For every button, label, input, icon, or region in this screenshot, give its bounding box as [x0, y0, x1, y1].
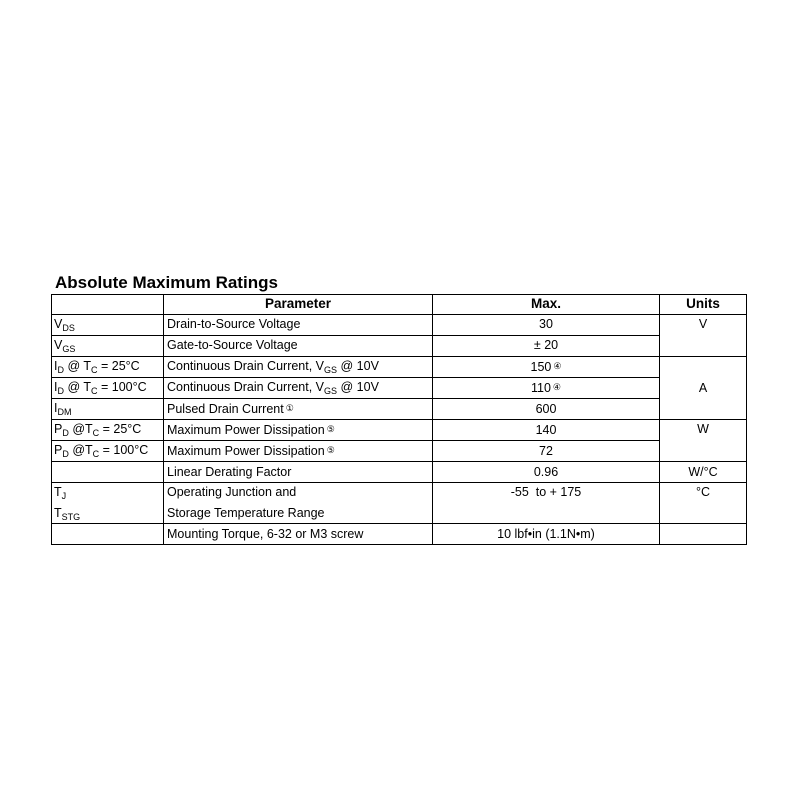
units-cell: [660, 441, 747, 462]
table-row: [52, 524, 747, 545]
parameter-cell: Continuous Drain Current, $V_{GS}$ @ 10V: [164, 357, 433, 378]
max-cell: 10 lbf•in (1.1N•m): [433, 524, 660, 545]
symbol-cell: $V_{GS}$: [52, 336, 164, 357]
parameter-cell: Linear Derating Factor: [164, 462, 433, 483]
parameter-cell: Operating Junction and Storage Temperature Range: [164, 483, 433, 524]
footnote-marker: ⑤: [326, 445, 335, 455]
table-row: [52, 315, 747, 336]
symbol-cell: $I_D$ @ $T_C = 100^\circ C$: [52, 378, 164, 399]
max-cell: 0.96: [433, 462, 660, 483]
parameter-cell: Continuous Drain Current, $V_{GS}$ @ 10V: [164, 378, 433, 399]
table-row: [52, 378, 747, 399]
table-row: [52, 336, 747, 357]
symbol-cell: [52, 524, 164, 545]
symbol-cell: $P_D$ $@T_C = 100^\circ C$: [52, 441, 164, 462]
footnote-marker: ④: [553, 361, 562, 371]
max-cell: -55 to + 175: [433, 483, 660, 524]
table-row: [52, 441, 747, 462]
parameter-cell: Maximum Power Dissipation ⑤: [164, 441, 433, 462]
max-cell: 150 ④: [433, 357, 660, 378]
symbol-cell: $P_D$ $@T_C = 25^\circ C$: [52, 420, 164, 441]
max-cell: 72: [433, 441, 660, 462]
max-cell: 110 ④: [433, 378, 660, 399]
units-cell: [660, 524, 747, 545]
symbol-cell: $I_{DM}$: [52, 399, 164, 420]
max-cell: 140: [433, 420, 660, 441]
max-cell: 30: [433, 315, 660, 336]
units-cell: [660, 336, 747, 357]
table-row: [52, 420, 747, 441]
table-row: [52, 462, 747, 483]
footnote-marker: ⑤: [326, 424, 335, 434]
footnote-marker: ④: [552, 382, 561, 392]
units-cell: W: [660, 420, 747, 441]
symbol-cell: $V_{DS}$: [52, 315, 164, 336]
parameter-cell: Gate-to-Source Voltage: [164, 336, 433, 357]
max-header: Max.: [433, 295, 660, 315]
parameter-cell: Drain-to-Source Voltage: [164, 315, 433, 336]
parameter-cell: Pulsed Drain Current ①: [164, 399, 433, 420]
symbol-cell: $T_J$ $T_{STG}$: [52, 483, 164, 524]
parameter-header: Parameter: [164, 295, 433, 315]
units-cell: V: [660, 315, 747, 336]
symbol-header: [52, 295, 164, 315]
symbol-cell: $I_D$ @ $T_C = 25^\circ C$: [52, 357, 164, 378]
units-cell: W/°C: [660, 462, 747, 483]
header-row: [52, 295, 747, 315]
table-title: Absolute Maximum Ratings: [55, 273, 278, 292]
units-cell: A: [660, 357, 747, 420]
table-row: [52, 399, 747, 420]
footnote-marker: ①: [285, 403, 294, 413]
max-cell: 600: [433, 399, 660, 420]
max-cell: ± 20: [433, 336, 660, 357]
table-row: [52, 357, 747, 378]
parameter-cell: Mounting Torque, 6-32 or M3 screw: [164, 524, 433, 545]
units-header: Units: [660, 295, 747, 315]
parameter-cell: Maximum Power Dissipation ⑤: [164, 420, 433, 441]
units-cell: °C: [660, 483, 747, 524]
symbol-cell: [52, 462, 164, 483]
absolute-maximum-ratings-table: [51, 294, 747, 545]
table-row: [52, 483, 747, 524]
